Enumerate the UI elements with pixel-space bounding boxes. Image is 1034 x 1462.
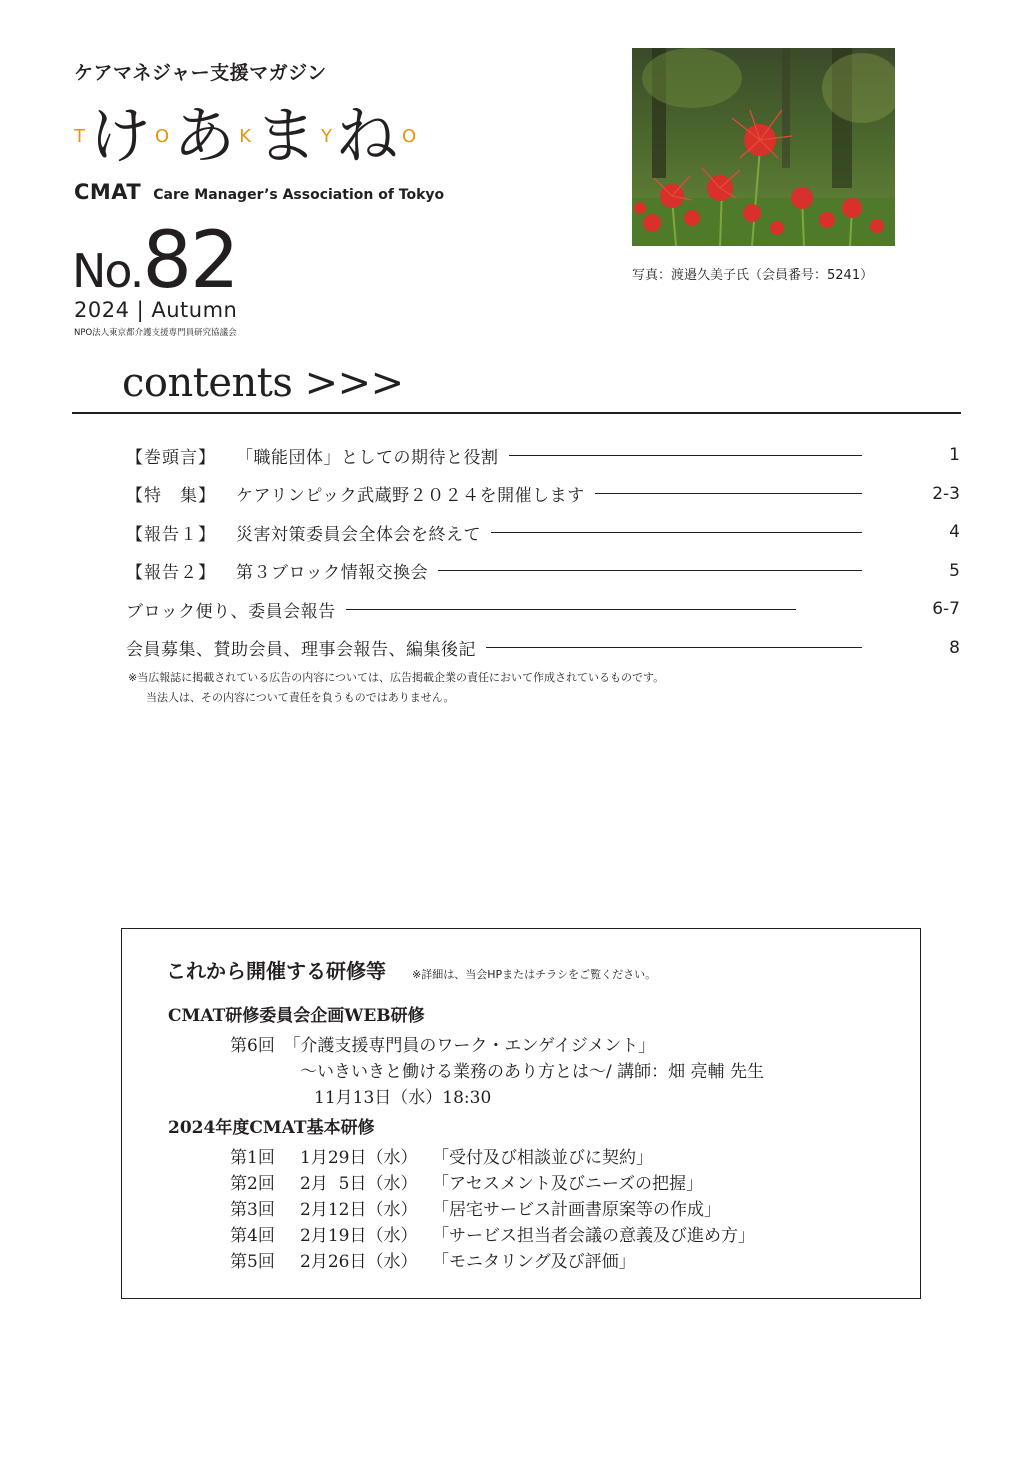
toc-title: 第３ブロック情報交換会 xyxy=(236,563,429,584)
web-training-line-1: 第6回 「介護支援専門員のワーク・エンゲイジメント」 xyxy=(230,1036,656,1056)
session-number: 第2回 xyxy=(230,1174,275,1194)
logo-letter: O xyxy=(155,125,170,147)
session-number: 第4回 xyxy=(230,1226,275,1246)
trainings-title: これから開催する研修等 xyxy=(166,959,386,983)
toc-leader xyxy=(595,493,862,494)
magazine-logo xyxy=(70,96,420,176)
session-title: 「モニタリング及び評価」 xyxy=(432,1252,636,1272)
basic-training-item xyxy=(230,1249,755,1275)
logo-letter: T xyxy=(74,125,85,147)
toc-page: 2-3 xyxy=(932,483,960,504)
toc-title: ブロック便り、委員会報告 xyxy=(126,601,336,622)
issue-prefix: No. xyxy=(72,244,143,298)
toc-leader xyxy=(486,647,862,648)
session-date: 2月12日（水） xyxy=(300,1200,418,1220)
session-number: 第3回 xyxy=(230,1200,275,1220)
disclaimer-line-2: 当法人は、その内容について責任を負うものではありません。 xyxy=(146,691,455,704)
session-date: 1月29日（水） xyxy=(300,1148,418,1168)
session-title: 「アセスメント及びニーズの把握」 xyxy=(432,1174,703,1194)
logo-kana: ま xyxy=(255,99,318,172)
basic-training-heading: 2024年度CMAT基本研修 xyxy=(168,1118,375,1138)
logo-letter: K xyxy=(239,125,252,147)
toc-page: 6-7 xyxy=(932,599,960,620)
photo-credit: 写真：渡邉久美子氏（会員番号：5241） xyxy=(632,268,874,283)
logo-kana: け xyxy=(89,99,152,172)
disclaimer-line-1: ※当広報誌に掲載されている広告の内容については、広告掲載企業の責任において作成されているものです。 xyxy=(128,671,665,684)
web-training-heading: CMAT研修委員会企画WEB研修 xyxy=(168,1006,425,1026)
upcoming-trainings-box xyxy=(121,928,921,1299)
issue-season: 2024 | Autumn xyxy=(74,298,238,322)
basic-training-list xyxy=(230,1145,755,1275)
toc-page: 1 xyxy=(949,445,960,466)
trainings-note: ※詳細は、当会HPまたはチラシをご覧ください。 xyxy=(412,968,657,981)
toc-title: ケアリンピック武蔵野２０２４を開催します xyxy=(236,486,585,507)
toc-item[interactable] xyxy=(126,629,962,668)
toc-item[interactable] xyxy=(126,513,962,552)
magazine-subtitle: ケアマネジャー支援マガジン xyxy=(74,62,327,84)
toc-item[interactable] xyxy=(126,552,962,591)
toc-category: 【報告１】 xyxy=(126,524,216,545)
toc-title: 会員募集、賛助会員、理事会報告、編集後記 xyxy=(126,640,476,661)
web-training-line-3: 11月13日（水）18:30 xyxy=(314,1088,492,1108)
basic-training-item xyxy=(230,1197,755,1223)
session-title: 「受付及び相談並びに契約」 xyxy=(432,1148,653,1168)
toc-leader xyxy=(491,532,862,533)
session-number: 第5回 xyxy=(230,1252,275,1272)
toc-leader xyxy=(509,455,863,456)
association-abbr: CMAT xyxy=(74,180,142,204)
toc-page: 5 xyxy=(949,560,960,581)
toc-category: 【巻頭言】 xyxy=(126,447,216,468)
contents-heading: contents >>> xyxy=(122,360,404,406)
toc-title: 「職能団体」としての期待と役割 xyxy=(236,447,499,468)
toc-item[interactable] xyxy=(126,590,962,629)
toc-leader xyxy=(438,570,862,571)
session-date: 2月 5日（水） xyxy=(300,1174,418,1194)
basic-training-item xyxy=(230,1223,755,1249)
session-date: 2月19日（水） xyxy=(300,1226,418,1246)
organization-name: NPO法人東京都介護支援専門員研究協議会 xyxy=(74,328,237,338)
toc-title: 災害対策委員会全体会を終えて xyxy=(236,524,481,545)
issue-number xyxy=(72,216,238,306)
toc-category: 【特 集】 xyxy=(126,486,216,507)
toc-page: 4 xyxy=(949,522,960,543)
basic-training-item xyxy=(230,1145,755,1171)
association-line xyxy=(74,180,444,204)
logo-kana: ね xyxy=(336,99,399,172)
web-training-details xyxy=(230,1033,764,1111)
toc-page: 8 xyxy=(949,637,960,658)
ad-disclaimer xyxy=(128,668,664,708)
logo-kana: あ xyxy=(173,99,236,172)
logo-letter: Y xyxy=(321,125,333,147)
toc-leader xyxy=(346,609,796,610)
contents-divider xyxy=(72,412,961,414)
issue-value: 82 xyxy=(142,216,238,306)
session-number: 第1回 xyxy=(230,1148,275,1168)
session-title: 「サービス担当者会議の意義及び進め方」 xyxy=(432,1226,755,1246)
basic-training-item xyxy=(230,1171,755,1197)
association-full-name: Care Manager’s Association of Tokyo xyxy=(153,187,445,203)
table-of-contents xyxy=(126,436,962,667)
logo-letter: O xyxy=(402,125,417,147)
cover-photo xyxy=(632,48,895,246)
session-title: 「居宅サービス計画書原案等の作成」 xyxy=(432,1200,721,1220)
toc-item[interactable] xyxy=(126,436,962,475)
web-training-line-2: ～いきいきと働ける業務のあり方とは～/ 講師：畑 亮輔 先生 xyxy=(300,1062,764,1082)
red-spider-lily-photo xyxy=(632,48,895,246)
trainings-header xyxy=(166,955,656,984)
toc-category: 【報告２】 xyxy=(126,563,216,584)
toc-item[interactable] xyxy=(126,475,962,514)
session-date: 2月26日（水） xyxy=(300,1252,418,1272)
